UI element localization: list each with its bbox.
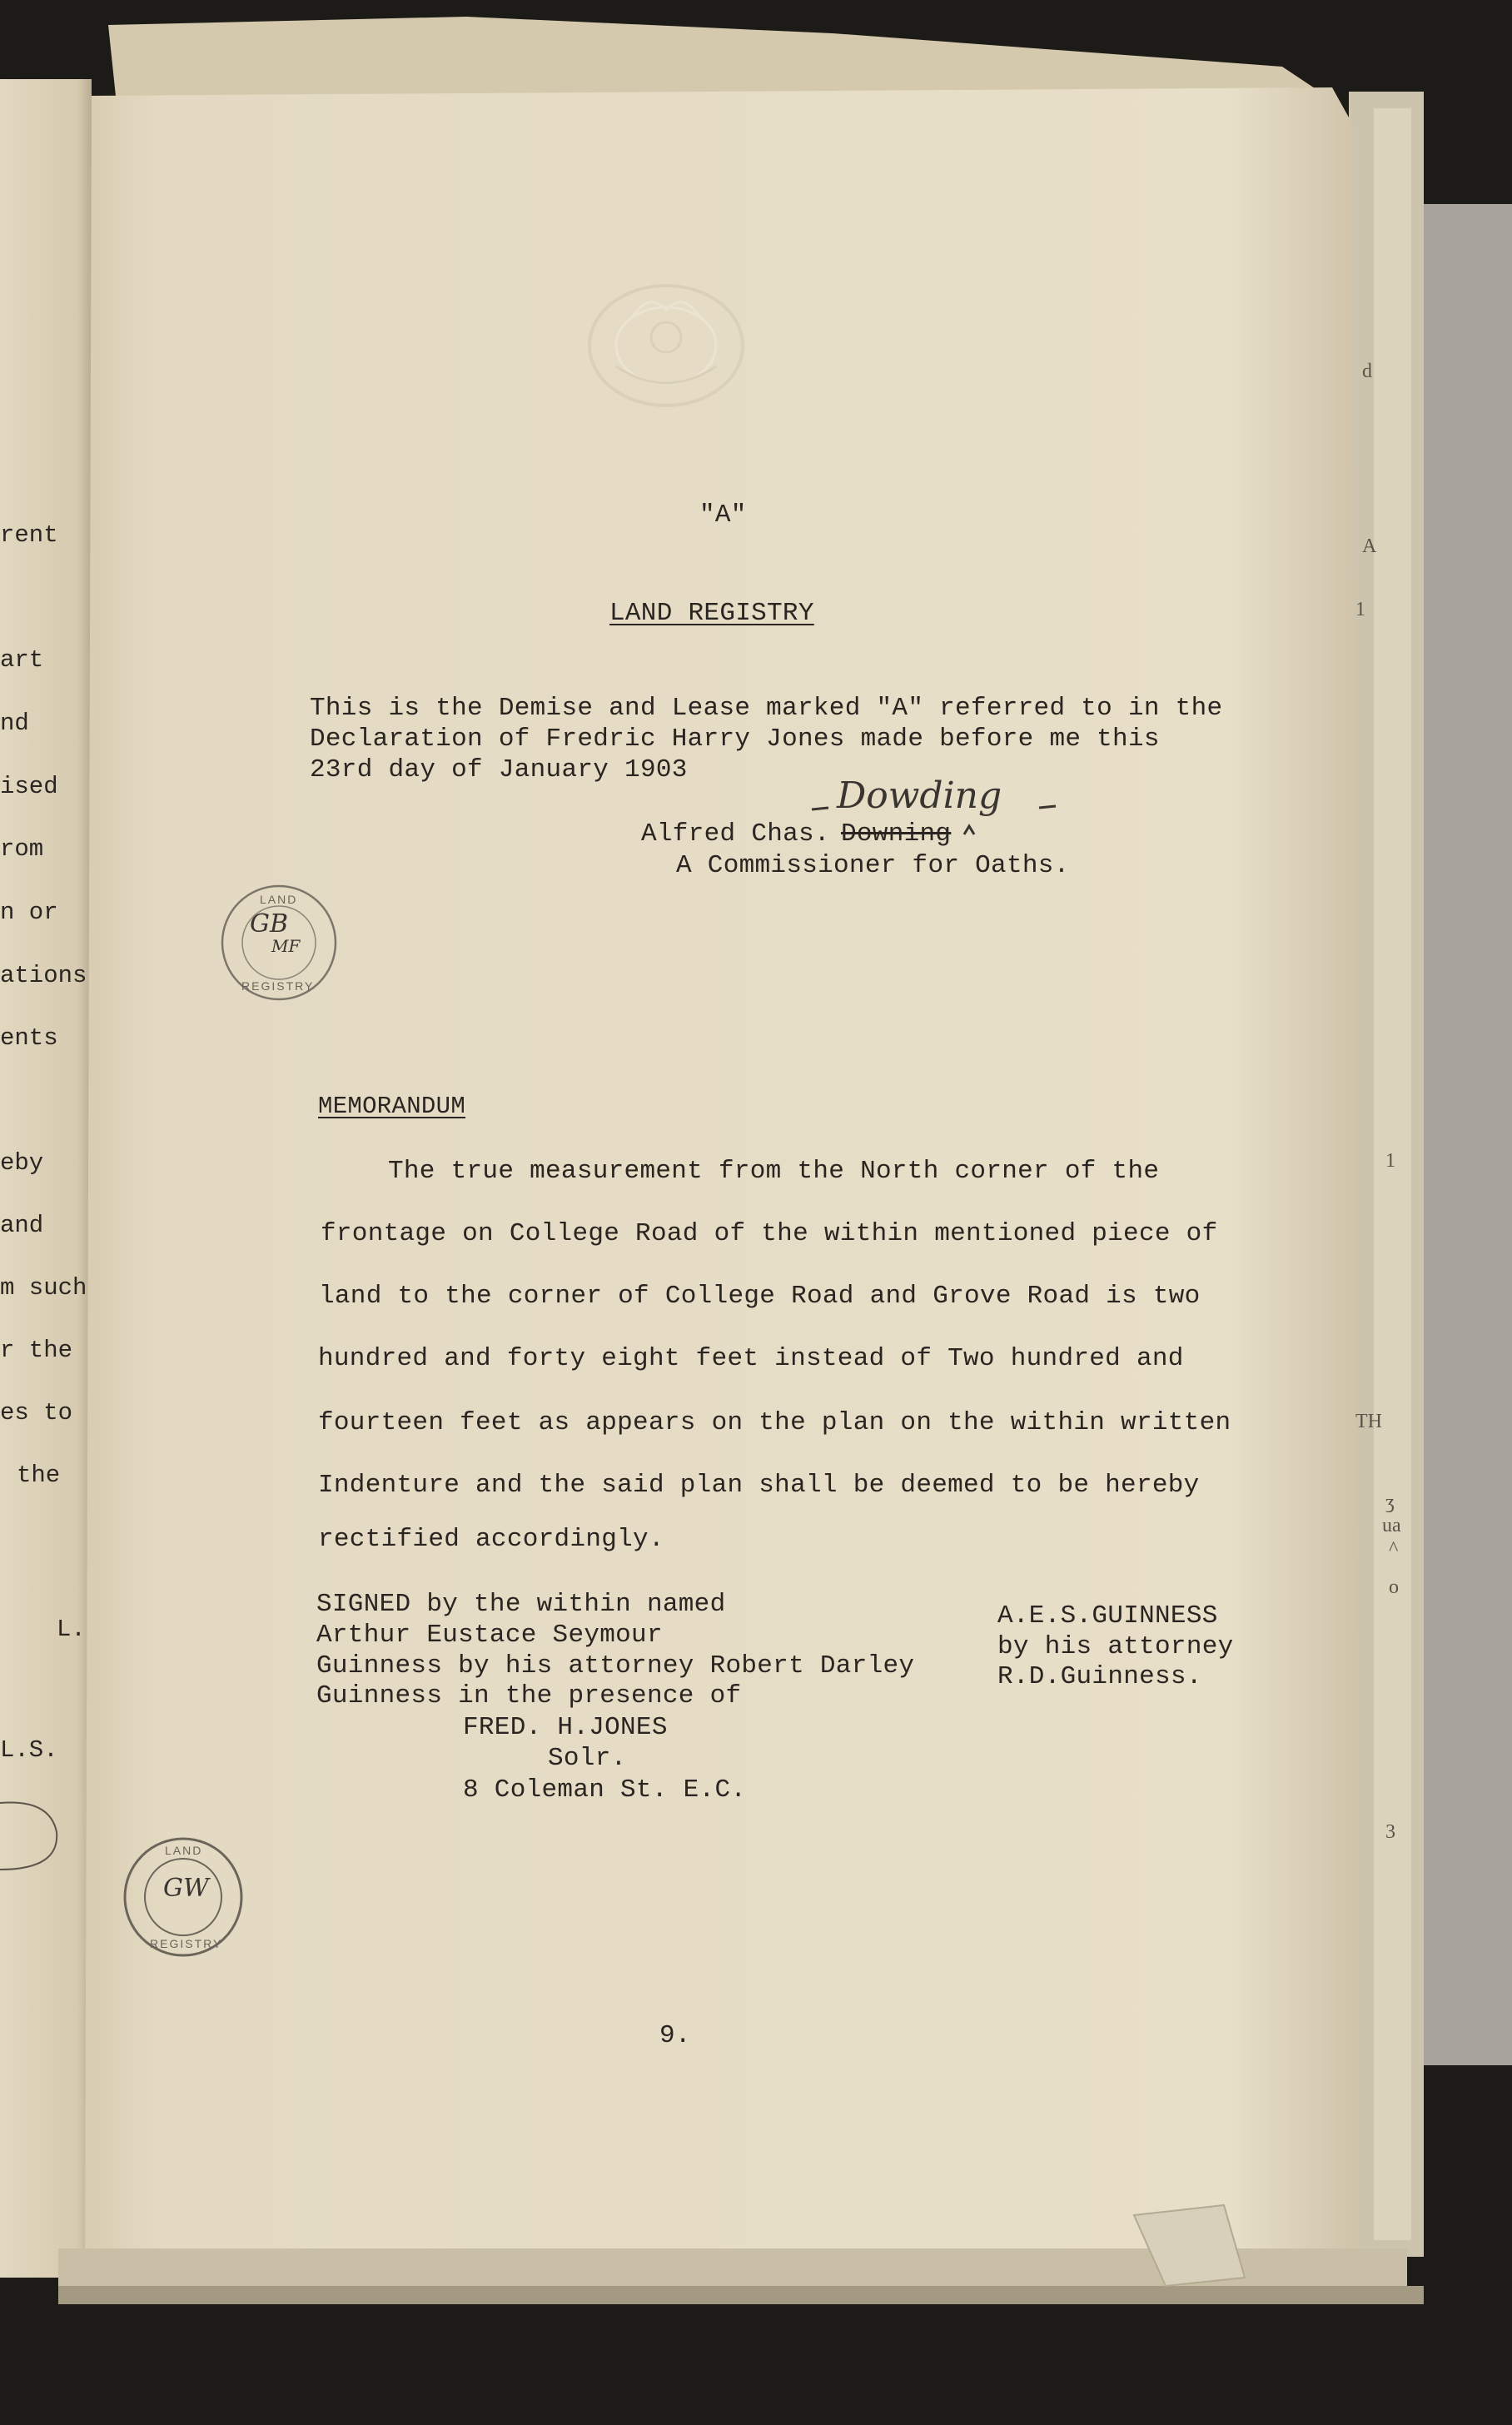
right-fragment-10: 3 [1385,1821,1395,1843]
registry-stamp-upper-initials: GB [250,909,289,939]
right-fragment-1: d [1362,361,1372,382]
memorandum-heading: MEMORANDUM [318,1093,466,1120]
left-fragment-13: es to [0,1399,73,1427]
signed-line-4: Guinness in the presence of [316,1681,742,1710]
memorandum-line-1: The true measurement from the North corner of the [388,1157,1160,1186]
right-page-edge-inner [1374,108,1411,2240]
document-title: LAND REGISTRY [609,599,814,628]
left-fragment-3: nd [0,710,29,737]
left-fragment-16: L.S. [0,1736,58,1764]
signed-line-3: Guinness by his attorney Robert Darley [316,1651,915,1681]
left-fragment-11: m such [0,1274,87,1302]
left-fragment-2: art [0,646,44,674]
commissioner-name-prefix: Alfred Chas. [641,819,830,849]
witness-name: FRED. H.JONES [463,1713,668,1742]
registry-stamp-upper-top: LAND [260,893,298,906]
commissioner-role: A Commissioner for Oaths. [676,851,1070,880]
exhibit-mark: "A" [699,500,747,530]
declaration-line-2: Declaration of Fredric Harry Jones made before me this [310,725,1160,754]
witness-address: 8 Coleman St. E.C. [463,1775,747,1805]
memorandum-line-4: hundred and forty eight feet instead of Two hundred and [318,1344,1184,1373]
memorandum-line-7: rectified accordingly. [318,1525,664,1554]
left-fragment-9: eby [0,1149,44,1177]
right-fragment-9: o [1389,1576,1399,1598]
signatory-line-1: A.E.S.GUINNESS [997,1601,1218,1631]
memorandum-line-3: land to the corner of College Road and Grove Road is two [319,1282,1201,1311]
memorandum-line-5: fourteen feet as appears on the plan on the within written [318,1408,1231,1437]
memorandum-line-2: frontage on College Road of the within mentioned piece of [321,1219,1218,1248]
registry-stamp-lower-top: LAND [165,1844,203,1857]
signed-line-2: Arthur Eustace Seymour [316,1621,663,1650]
right-fragment-3: 1 [1355,599,1365,620]
registry-stamp-upper-sub: MF [271,936,301,956]
commissioner-struck-name: Downing [841,819,952,849]
left-fragment-6: n or [0,899,58,926]
witness-title: Solr. [548,1744,627,1773]
handwritten-correction: Dowding [837,774,1002,817]
left-fragment-4: ised [0,773,58,800]
left-fragment-5: rom [0,835,44,863]
left-facing-page [0,79,92,2278]
declaration-line-1: This is the Demise and Lease marked "A" referred to in the [310,694,1223,723]
left-fragment-8: ents [0,1024,58,1052]
bottom-page-edge-shadow [58,2286,1424,2304]
memorandum-line-6: Indenture and the said plan shall be deemed to be hereby [318,1471,1200,1500]
left-fragment-10: and [0,1212,44,1239]
left-fragment-15: L. [57,1616,86,1643]
left-fragment-14: the [17,1461,61,1489]
left-fragment-7: ations [0,962,87,989]
registry-stamp-lower-bottom: REGISTRY [150,1937,223,1950]
right-fragment-6: ʒ [1385,1491,1395,1513]
page-number: 9. [659,2021,691,2050]
right-fragment-7: ua [1382,1515,1401,1536]
grey-backing-board [1422,204,1512,2065]
left-fragment-12: r the [0,1337,73,1364]
right-fragment-5: TH [1355,1411,1382,1432]
signatory-line-3: R.D.Guinness. [997,1662,1202,1691]
left-fragment-1: rent [0,521,58,549]
registry-stamp-lower-initials: GW [163,1874,209,1903]
right-fragment-4: 1 [1385,1150,1395,1172]
signatory-line-2: by his attorney [997,1632,1234,1661]
registry-stamp-upper-bottom: REGISTRY [241,979,315,993]
declaration-line-3: 23rd day of January 1903 [310,755,688,784]
signed-line-1: SIGNED by the within named [316,1590,726,1619]
right-fragment-2: A [1362,535,1377,557]
right-fragment-8: ^ [1389,1538,1399,1560]
